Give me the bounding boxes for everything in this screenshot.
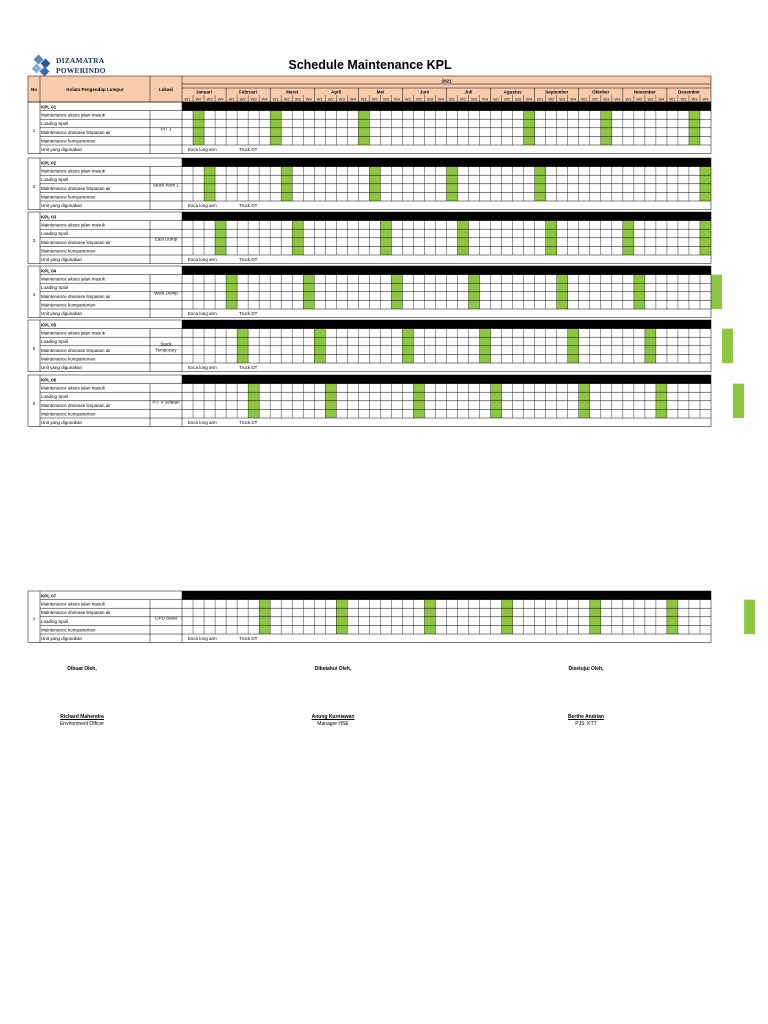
week-label: W3	[471, 96, 478, 102]
week-label: W3	[426, 96, 433, 102]
week-label: W1	[493, 96, 500, 102]
month-label: Juli	[464, 89, 473, 95]
unit-truck: Truck DT	[239, 311, 258, 316]
task-label: Loading Spoil	[41, 618, 69, 624]
kpl-name: KPL 01	[41, 104, 57, 110]
lokasi-label: West Dump	[154, 290, 178, 296]
month-label: November	[633, 89, 656, 95]
unit-truck: Truck DT	[239, 365, 258, 370]
kpl-header-bar	[182, 375, 711, 384]
week-label: W4	[217, 96, 224, 102]
week-label: W3	[691, 96, 698, 102]
kpl-header-bar	[182, 158, 711, 167]
signature-head: Diketahui Oleh,	[314, 666, 352, 672]
unit-truck: Truck DT	[239, 147, 258, 152]
month-label: Maret	[286, 89, 299, 95]
week-label: W3	[647, 96, 654, 102]
week-label: W1	[581, 96, 588, 102]
signature-name: Anung Kurniawan	[311, 714, 355, 720]
unit-exca: Exca long arm	[188, 636, 217, 641]
month-label: Desember	[678, 89, 700, 95]
task-label: Maintenance akses jalan masuk	[41, 276, 106, 282]
signature-role: Environment Officer	[59, 721, 105, 727]
week-label: W2	[195, 96, 202, 102]
kpl-number: 3	[32, 238, 36, 244]
week-label: W1	[272, 96, 279, 102]
lokasi-label: East Dump	[154, 236, 178, 242]
task-label: Loading Spoil	[41, 285, 69, 291]
task-label: Loading Spoil	[41, 339, 69, 345]
week-label: W2	[239, 96, 246, 102]
task-label: Maintenance drainase limpasan air	[41, 129, 111, 135]
week-label: W3	[294, 96, 301, 102]
month-label: Mei	[376, 89, 385, 95]
kpl-number: 5	[32, 346, 36, 352]
week-label: W3	[515, 96, 522, 102]
week-label: W2	[592, 96, 599, 102]
week-label: W1	[184, 96, 191, 102]
week-label: W3	[603, 96, 610, 102]
task-label: Maintenance akses jalan masuk	[41, 385, 106, 391]
signature-name: Berthe Andrian	[568, 714, 604, 720]
lokasi-label: PIT 4 Selatan	[152, 399, 180, 405]
week-label: W1	[228, 96, 235, 102]
week-label: W4	[305, 96, 312, 102]
week-label: W1	[360, 96, 367, 102]
kpl-number: 2	[32, 184, 36, 190]
signature-block	[2, 666, 162, 730]
unit-truck: Truck DT	[239, 203, 258, 208]
kpl-name: KPL 03	[41, 214, 57, 220]
lokasi-label: Temporary	[155, 347, 177, 353]
unit-exca: Exca long arm	[188, 147, 217, 152]
task-label: Maintenance kompartemen	[41, 627, 96, 633]
week-label: W3	[382, 96, 389, 102]
kpl-header-bar	[182, 212, 711, 221]
task-label: Maintenance akses jalan masuk	[41, 112, 106, 118]
kpl-name: KPL 05	[41, 322, 57, 328]
unit-truck: Truck DT	[239, 636, 258, 641]
signature-name: Richard Mahendra	[60, 714, 104, 720]
kpl-header-bar	[182, 102, 711, 111]
task-label: Maintenance akses jalan masuk	[41, 168, 106, 174]
week-label: W2	[636, 96, 643, 102]
week-label: W4	[570, 96, 577, 102]
lokasi-label: PIT 1	[160, 126, 172, 132]
week-label: W3	[338, 96, 345, 102]
task-label: Maintenance akses jalan masuk	[41, 601, 106, 607]
page-title: Schedule Maintenance KPL	[288, 58, 452, 72]
kpl-number: 1	[32, 128, 36, 134]
maintenance-week-cell	[744, 600, 755, 634]
lokasi-label: Stock	[160, 341, 172, 347]
task-label: Maintenance drainase limpasan air	[41, 185, 111, 191]
signature-block	[253, 666, 413, 730]
task-label: Maintenance kompartemen	[41, 248, 96, 254]
kpl-name: KPL 07	[41, 593, 57, 599]
month-label: Februari	[239, 89, 258, 95]
week-label: W2	[460, 96, 467, 102]
task-label: Unit yang digunakan	[41, 420, 83, 425]
task-label: Maintenance kompartemen	[41, 302, 96, 308]
task-label: Maintenance kompartemen	[41, 356, 96, 362]
lokasi-label: Stock Rom 1	[153, 182, 179, 188]
week-label: W2	[504, 96, 511, 102]
task-label: Maintenance kompartemen	[41, 138, 96, 144]
task-label: Maintenance drainase limpasan air	[41, 293, 111, 299]
kpl-name: KPL 04	[41, 268, 57, 274]
company-name-line1: DIZAMATRA	[56, 56, 105, 65]
lokasi-label: OPD Barat	[155, 615, 177, 621]
week-label: W4	[349, 96, 356, 102]
week-label: W1	[316, 96, 323, 102]
header-kolam: Kolam Pengendap Lumpur	[66, 87, 124, 92]
task-label: Maintenance drainase limpasan air	[41, 347, 111, 353]
week-label: W1	[625, 96, 632, 102]
week-label: W3	[250, 96, 257, 102]
week-label: W4	[482, 96, 489, 102]
unit-truck: Truck DT	[239, 257, 258, 262]
task-label: Maintenance drainase limpasan air	[41, 402, 111, 408]
maintenance-week-cell	[722, 329, 733, 363]
signature-role: Manager HSE	[317, 721, 349, 727]
task-label: Maintenance akses jalan masuk	[41, 330, 106, 336]
week-label: W4	[526, 96, 533, 102]
task-label: Unit yang digunakan	[41, 257, 83, 262]
week-label: W4	[261, 96, 268, 102]
task-label: Unit yang digunakan	[41, 147, 83, 152]
week-label: W4	[437, 96, 444, 102]
task-label: Maintenance drainase limpasan air	[41, 239, 111, 245]
unit-exca: Exca long arm	[188, 257, 217, 262]
kpl-header-bar	[182, 320, 711, 329]
week-label: W2	[283, 96, 290, 102]
kpl-header-bar	[182, 591, 711, 600]
week-label: W4	[702, 96, 709, 102]
task-label: Maintenance kompartemen	[41, 411, 96, 417]
kpl-name: KPL 02	[41, 160, 57, 166]
month-label: April	[331, 89, 342, 95]
unit-truck: Truck DT	[239, 420, 258, 425]
header-year: 2021	[441, 78, 452, 84]
kpl-header-bar	[182, 266, 711, 275]
task-label: Unit yang digunakan	[41, 365, 83, 370]
month-label: Agustus	[503, 89, 522, 95]
unit-exca: Exca long arm	[188, 203, 217, 208]
task-label: Unit yang digunakan	[41, 636, 83, 641]
kpl-name: KPL 06	[41, 377, 57, 383]
task-label: Loading Spoil	[41, 121, 69, 127]
signature-head: Disetujui Oleh,	[568, 666, 604, 672]
week-label: W1	[669, 96, 676, 102]
maintenance-week-cell	[711, 275, 722, 309]
task-label: Loading Spoil	[41, 394, 69, 400]
week-label: W2	[548, 96, 555, 102]
signature-head: Dibuat Oleh,	[67, 666, 97, 672]
signature-block	[506, 666, 666, 730]
maintenance-week-cell	[733, 384, 744, 418]
week-label: W3	[206, 96, 213, 102]
unit-exca: Exca long arm	[188, 311, 217, 316]
week-label: W4	[393, 96, 400, 102]
kpl-number: 4	[32, 292, 36, 298]
task-label: Unit yang digunakan	[41, 203, 83, 208]
kpl-number: 6	[32, 401, 36, 407]
month-label: Januari	[196, 89, 213, 95]
task-label: Maintenance akses jalan masuk	[41, 222, 106, 228]
week-label: W4	[614, 96, 621, 102]
week-label: W1	[404, 96, 411, 102]
company-name-line2: POWERINDO	[56, 66, 106, 75]
header-no: No	[31, 87, 37, 92]
signature-role: PJS. KTT	[575, 721, 597, 727]
header-lokasi: Lokasi	[158, 87, 174, 92]
task-label: Loading Spoil	[41, 177, 69, 183]
week-label: W4	[658, 96, 665, 102]
task-label: Unit yang digunakan	[41, 311, 83, 316]
week-label: W2	[680, 96, 687, 102]
unit-exca: Exca long arm	[188, 365, 217, 370]
unit-exca: Exca long arm	[188, 420, 217, 425]
week-label: W1	[449, 96, 456, 102]
week-label: W3	[559, 96, 566, 102]
task-label: Maintenance drainase limpasan air	[41, 610, 111, 616]
month-label: Juni	[419, 89, 430, 95]
week-label: W2	[371, 96, 378, 102]
kpl-number: 7	[32, 617, 36, 623]
week-label: W2	[415, 96, 422, 102]
month-label: September	[545, 89, 569, 95]
task-label: Loading Spoil	[41, 231, 69, 237]
week-label: W2	[327, 96, 334, 102]
month-label: Oktober	[592, 89, 610, 95]
week-label: W1	[537, 96, 544, 102]
task-label: Maintenance kompartemen	[41, 194, 96, 200]
